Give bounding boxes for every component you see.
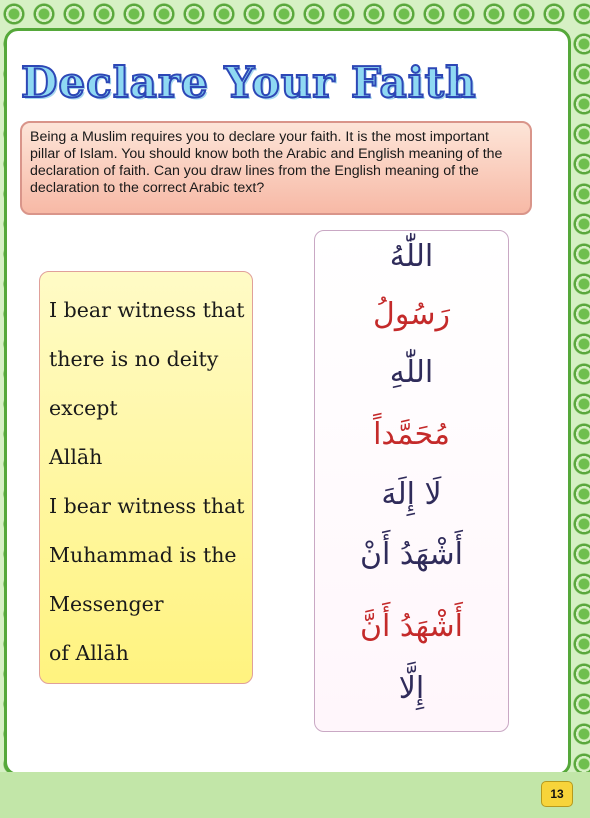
english-line: I bear witness that bbox=[49, 298, 245, 322]
english-line: of Allāh bbox=[49, 641, 129, 665]
page-title: Declare Your Faith bbox=[21, 58, 477, 107]
arabic-word: اللّٰهِ bbox=[389, 355, 434, 390]
english-line: Muhammad is the bbox=[49, 543, 237, 567]
page-number: 13 bbox=[541, 781, 573, 807]
arabic-word: لَا إِلَهَ bbox=[381, 477, 442, 512]
arabic-text-box bbox=[314, 230, 509, 732]
arabic-word: أَشْهَدُ أَنْ bbox=[360, 537, 463, 572]
arabic-word: إِلَّا bbox=[398, 671, 425, 706]
english-line: Allāh bbox=[49, 445, 103, 469]
arabic-word: اللّٰهُ bbox=[389, 239, 434, 274]
instructions-box bbox=[20, 121, 532, 215]
decorative-footer bbox=[0, 772, 590, 818]
english-meaning-box bbox=[39, 271, 253, 684]
arabic-word: مُحَمَّداً bbox=[373, 417, 450, 452]
instructions-text: Being a Muslim requires you to declare your faith. It is the most important pillar of Islam. You should know both the Arabic and English meaning of the declaration of faith. Can you draw lines from the English meaning of the declaration to the correct Arabic text? bbox=[30, 129, 503, 196]
english-line: there is no deity bbox=[49, 347, 219, 371]
arabic-word: رَسُولُ bbox=[373, 297, 450, 332]
english-line: Messenger bbox=[49, 592, 164, 616]
arabic-word: أَشْهَدُ أَنَّ bbox=[360, 609, 463, 644]
english-line: I bear witness that bbox=[49, 494, 245, 518]
english-line: except bbox=[49, 396, 118, 420]
worksheet-page bbox=[4, 28, 571, 776]
